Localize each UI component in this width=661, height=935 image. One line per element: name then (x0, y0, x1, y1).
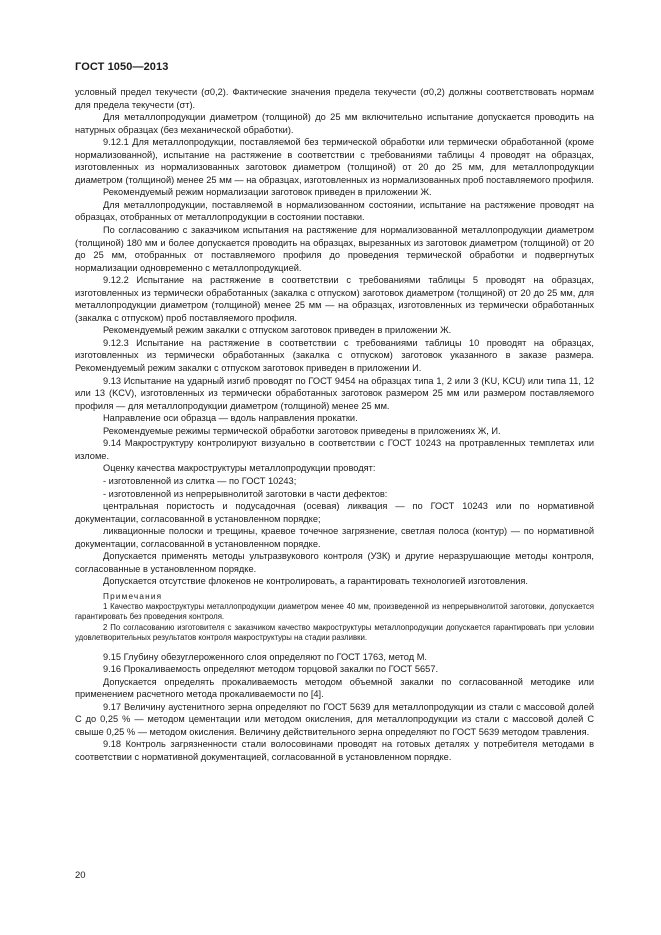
paragraph-normalization-mode: Рекомендуемый режим нормализации заготовок приведен в приложении Ж. (103, 187, 432, 198)
paragraph-heat-treatment-modes: Рекомендуемые режимы термической обработки заготовок приведены в приложениях Ж, И. (103, 425, 501, 436)
paragraph-macrostructure-assessment: Оценку качества макроструктуры металлопродукции проводят: (103, 463, 376, 474)
paragraph-9-12-2: 9.12.2 Испытание на растяжение в соответствии с требованиями таблицы 5 проводят на образцах, изготовленных из термически обработанных (закалка с отпуском) заготовок диаметром (толщиной) от 20 до 25 мм, для металлопродукции диаметром (толщиной) менее 25 мм — на образцах, изготовленных из термически обработанных (закалка с отпуском) проб поставляемого профиля. (75, 275, 594, 323)
paragraph-9-14: 9.14 Макроструктуру контролируют визуально в соответствии с ГОСТ 10243 на протравленных темплетах или изломе. (75, 438, 594, 461)
notes-title: Примечания (103, 591, 163, 601)
list-item-ingot: - изготовленной из слитка — по ГОСТ 10243; (103, 475, 297, 486)
paragraph-9-13: 9.13 Испытание на ударный изгиб проводят по ГОСТ 9454 на образцах типа 1, 2 или 3 (KU, KCU) или типа 11, 12 или 13 (KCV), изготовленных из термически обработанных заготовок размером 25 мм или размером поставляемого профиля — для металлопродукции диаметром (толщиной) менее 25 мм. (75, 375, 594, 411)
list-item-continuous-cast: - изготовленной из непрерывнолитой заготовки в части дефектов: (103, 488, 388, 499)
paragraph-central-porosity: центральная пористость и подусадочная (осевая) ликвация — по ГОСТ 10243 или по нормативной документации, согласованной в установленном порядке; (75, 501, 594, 524)
paragraph-volume-quench: Допускается определять прокаливаемость методом объемной закалки по согласованной методике или применением расчетного метода прокаливаемости по [4]. (75, 676, 594, 700)
paragraph-flakes: Допускается отсутствие флокенов не контролировать, а гарантировать технологией изготовления. (103, 576, 528, 587)
paragraph-9-12-1: 9.12.1 Для металлопродукции, поставляемой без термической обработки или термически обработанной (кроме нормализованной), испытание на растяжение в соответствии с требованиями таблицы 4 проводят на образцах, изготовленных из нормализованных заготовок диаметром (толщиной) от 20 до 25 мм, для металлопродукции диаметром (толщиной) менее 25 мм — на образцах, изготовленных из нормализованных проб поставляемого профиля. (75, 137, 594, 185)
paragraph-9-12-3: 9.12.3 Испытание на растяжение в соответствии с требованиями таблицы 10 проводят на образцах, изготовленных из термически обработанных (закалка с отпуском) заготовок указанного в заказе размера. Рекомендуемый режим закалки с отпуском заготовок приведен в приложении И. (75, 337, 594, 374)
note-item-2: 2 По согласованию изготовителя с заказчиком качество макроструктуры металлопродукции допускается гарантировать при условии удовлетворительных результатов контроля макроструктуры на стадии разливки. (75, 622, 594, 643)
paragraph-9-15: 9.15 Глубину обезуглероженного слоя определяют по ГОСТ 1763, метод М. (103, 651, 427, 662)
document-body (75, 86, 594, 763)
paragraph-agreement-180mm: По согласованию с заказчиком испытания на растяжение для нормализованной металлопродукции диаметром (толщиной) 180 мм и более допускается проводить на образцах, вырезанных из заготовок диаметром (толщиной) от 20 до 25 мм, отобранных от поставляемого профиля до проведения термической обработки и подвергнутых нормализации одновременно с металлопродукцией. (75, 225, 594, 273)
paragraph-ultrasonic-control: Допускается применять методы ультразвукового контроля (УЗК) и другие неразрушающие методы контроля, согласованные в установленном порядке. (75, 551, 594, 574)
paragraph-9-17: 9.17 Величину аустенитного зерна определяют по ГОСТ 5639 для металлопродукции из стали с массовой долей С до 0,25 % — методом цементации или методом окисления, для металлопродукции из стали с массовой долей С свыше 0,25 % — методом окисления. Величину действительного зерна определяют по ГОСТ 5639 методом травления. (75, 701, 594, 737)
note-item-1: 1 Качество макроструктуры металлопродукции диаметром менее 40 мм, произведенной из непрерывнолитой заготовки, допускается гарантировать без проведения контроля. (75, 601, 594, 622)
paragraph-sample-axis: Направление оси образца — вдоль направления прокатки. (103, 413, 358, 424)
page-number: 20 (75, 870, 86, 881)
paragraph-segregation-strips: ликвационные полоски и трещины, краевое точечное загрязнение, светлая полоса (контур) — по нормативной документации, согласованной в установленном порядке. (75, 526, 594, 549)
paragraph-quench-temper-mode: Рекомендуемый режим закалки с отпуском заготовок приведен в приложении Ж. (103, 325, 452, 336)
paragraph-9-18: 9.18 Контроль загрязненности стали волосовинами проводят на готовых деталях у потребителя методами в соответствии с нормативной документацией, согласованной в установленном порядке. (75, 739, 594, 762)
document-code-header: ГОСТ 1050—2013 (75, 61, 169, 73)
paragraph-natural-samples: Для металлопродукции диаметром (толщиной) до 25 мм включительно испытание допускается проводить на натурных образцах (без механической обработки). (75, 112, 594, 135)
paragraph-yield-strength: условный предел текучести (σ0,2). Фактические значения предела текучести (σ0,2) должны соответствовать нормам для предела текучести (σт). (75, 87, 594, 110)
paragraph-9-16: 9.16 Прокаливаемость определяют методом торцовой закалки по ГОСТ 5657. (103, 664, 439, 675)
paragraph-normalized-delivery: Для металлопродукции, поставляемой в нормализованном состоянии, испытание на растяжение проводят на образцах, отобранных от металлопродукции в состоянии поставки. (75, 199, 594, 223)
